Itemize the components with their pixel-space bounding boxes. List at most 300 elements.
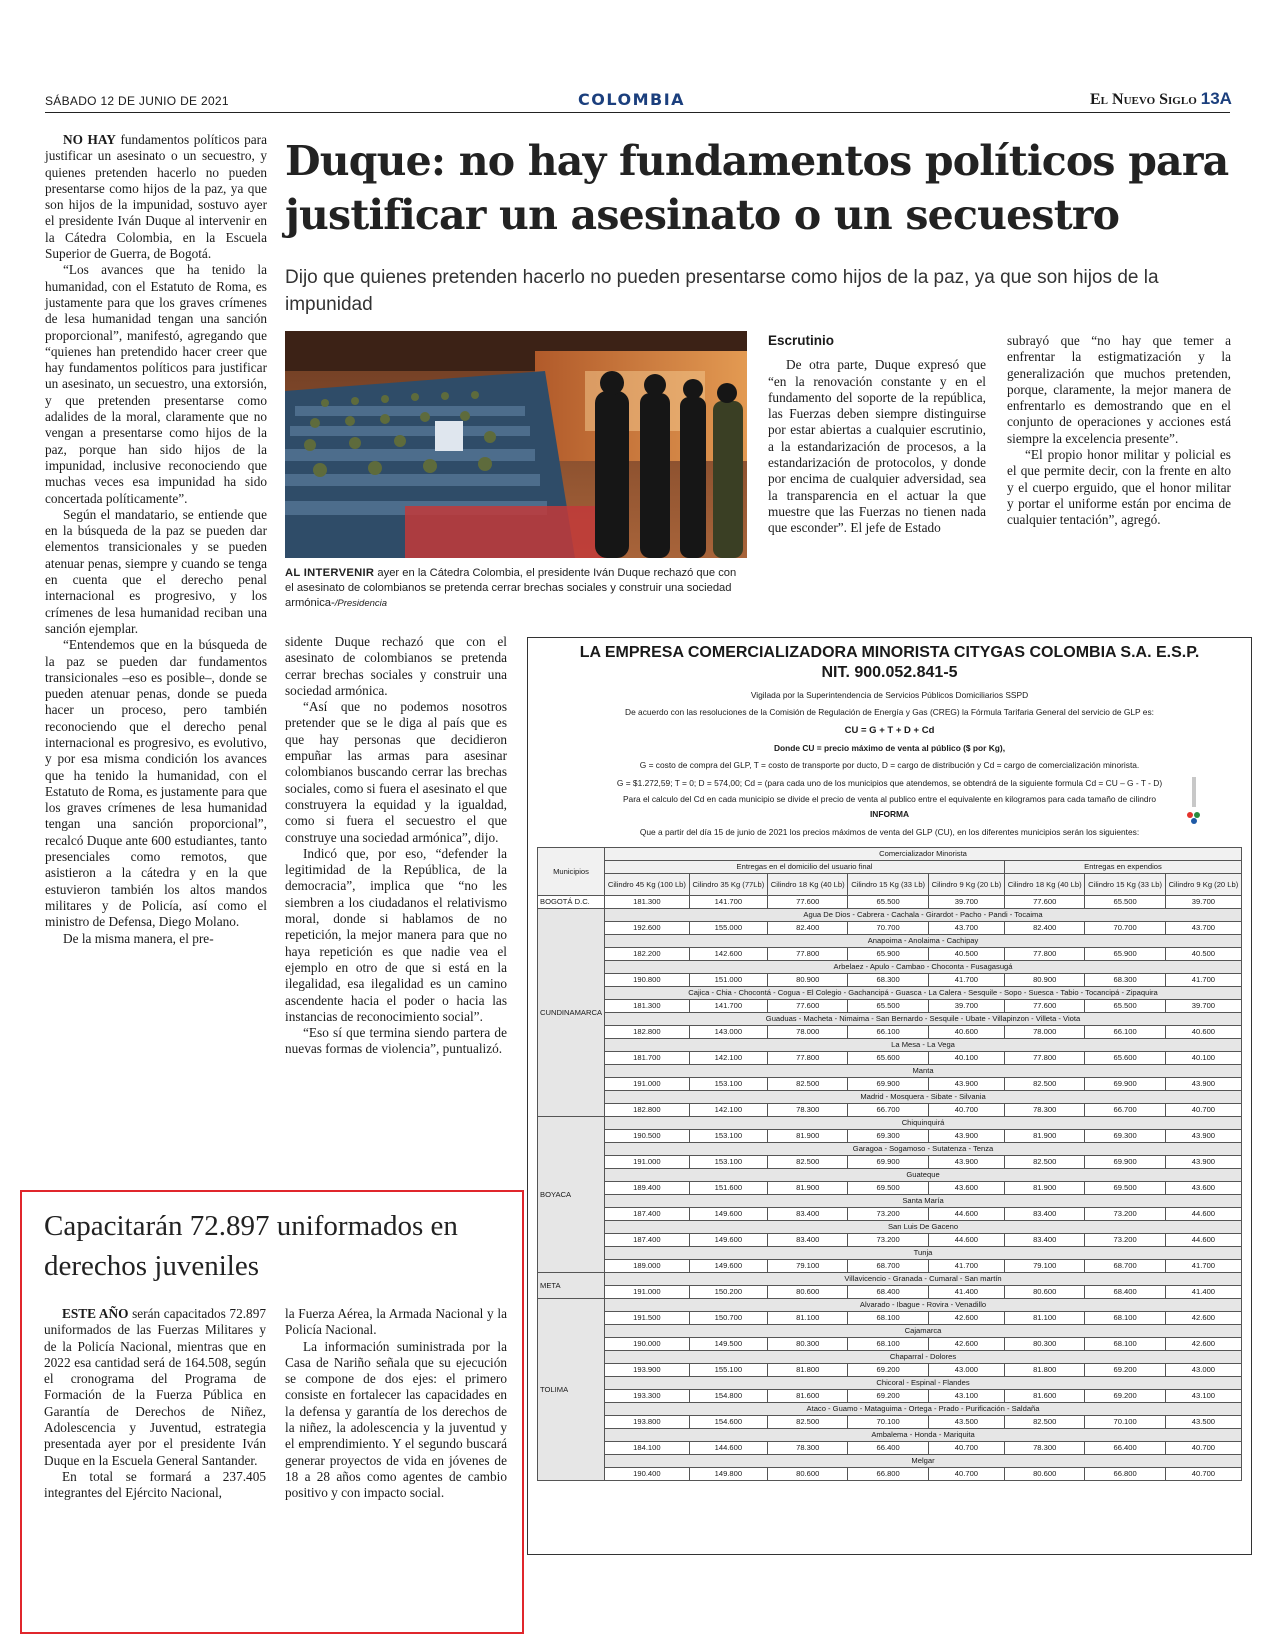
- price-cell: 77.800: [1004, 1052, 1084, 1065]
- masthead: [1090, 89, 1232, 109]
- notice-title: [527, 643, 1252, 683]
- price-cell: 43.900: [1165, 1156, 1241, 1169]
- price-cell: 43.100: [1165, 1390, 1241, 1403]
- notice-line: Que a partir del día 15 de junio de 2021 los precios máximos de venta del GLP (CU), en los diferentes municipios serán los siguientes:: [639, 827, 1140, 837]
- municipality-row: [538, 1377, 1242, 1390]
- price-cell: 65.500: [848, 1000, 928, 1013]
- department-cell: TOLIMA: [538, 1299, 605, 1481]
- price-row: [538, 1000, 1242, 1013]
- caption-text: ayer en la Cátedra Colombia, el presidente Iván Duque rechazó que con el asesinato de colombianos se pretenda cerrar brechas sociales y construir una sociedad armónica-: [285, 567, 737, 610]
- price-cell: 77.600: [768, 1000, 848, 1013]
- municipality-names: Agua De Dios - Cabrera - Cachala - Girardot - Pacho - Pandi - Tocaima: [605, 909, 1242, 922]
- price-cell: 44.600: [928, 1208, 1004, 1221]
- price-cell: 68.100: [1085, 1312, 1165, 1325]
- price-cell: 81.900: [768, 1130, 848, 1143]
- price-cell: 73.200: [848, 1208, 928, 1221]
- price-cell: 69.900: [848, 1156, 928, 1169]
- price-cell: 66.700: [1085, 1104, 1165, 1117]
- price-cell: 44.600: [1165, 1234, 1241, 1247]
- price-cell: 155.000: [689, 922, 767, 935]
- price-cell: 66.400: [848, 1442, 928, 1455]
- municipality-names: Villavicencio - Granada - Cumaral - San martín: [605, 1273, 1242, 1286]
- price-cell: 65.500: [848, 896, 928, 909]
- price-cell: 143.000: [689, 1026, 767, 1039]
- column-header: Cilindro 15 Kg (33 Lb): [1085, 874, 1165, 896]
- price-cell: 81.600: [768, 1390, 848, 1403]
- price-cell: 69.500: [848, 1182, 928, 1195]
- price-cell: 77.600: [768, 896, 848, 909]
- municipality-names: Manta: [605, 1065, 1242, 1078]
- price-cell: 78.300: [768, 1104, 848, 1117]
- price-cell: 43.900: [928, 1156, 1004, 1169]
- price-cell: 193.300: [605, 1390, 690, 1403]
- price-cell: 69.300: [1085, 1130, 1165, 1143]
- department-cell: BOGOTÁ D.C.: [538, 896, 605, 909]
- municipality-row: [538, 1299, 1242, 1312]
- price-cell: 82.400: [1004, 922, 1084, 935]
- sidebar-headline: Capacitarán 72.897 uniformados en derechos juveniles: [44, 1210, 458, 1282]
- price-cell: 43.900: [1165, 1130, 1241, 1143]
- column-header: Cilindro 45 Kg (100 Lb): [605, 874, 690, 896]
- price-cell: 189.400: [605, 1182, 690, 1195]
- price-cell: 70.100: [848, 1416, 928, 1429]
- municipality-row: [538, 1429, 1242, 1442]
- price-cell: 43.900: [928, 1078, 1004, 1091]
- price-cell: 81.900: [768, 1182, 848, 1195]
- municipality-names: San Luis De Gaceno: [605, 1221, 1242, 1234]
- price-row: [538, 1416, 1242, 1429]
- paragraph: “El propio honor militar y policial es el que permite decir, con la frente en alto y el cuerpo erguido, que el honor militar y portar el uniforme están por encima de cualquier tentación”, agregó.: [1007, 447, 1231, 528]
- notice-line: Vigilada por la Superintendencia de Servicios Públicos Domiciliarios SSPD: [750, 690, 1029, 700]
- price-cell: 66.800: [1085, 1468, 1165, 1481]
- paragraph: la Fuerza Aérea, la Armada Nacional y la Policía Nacional.: [285, 1306, 507, 1338]
- price-cell: 83.400: [768, 1234, 848, 1247]
- column-header: Cilindro 18 Kg (40 Lb): [768, 874, 848, 896]
- price-cell: 39.700: [1165, 1000, 1241, 1013]
- price-cell: 73.200: [1085, 1208, 1165, 1221]
- price-table: [537, 847, 1242, 1481]
- price-cell: 69.200: [848, 1364, 928, 1377]
- price-cell: 42.600: [928, 1338, 1004, 1351]
- price-row: [538, 1364, 1242, 1377]
- price-cell: 150.700: [689, 1312, 767, 1325]
- price-cell: 181.700: [605, 1052, 690, 1065]
- price-cell: 80.600: [1004, 1286, 1084, 1299]
- price-row: [538, 1286, 1242, 1299]
- municipality-names: Tunja: [605, 1247, 1242, 1260]
- price-cell: 68.400: [848, 1286, 928, 1299]
- price-cell: 39.700: [928, 1000, 1004, 1013]
- price-cell: 80.600: [768, 1286, 848, 1299]
- price-cell: 154.800: [689, 1390, 767, 1403]
- municipality-row: [538, 1195, 1242, 1208]
- header-comercializador: Comercializador Minorista: [605, 848, 1242, 861]
- municipality-names: Ambalema - Honda - Mariquita: [605, 1429, 1242, 1442]
- sidebar-column-2: [285, 1306, 507, 1502]
- municipality-row: [538, 987, 1242, 1000]
- municipality-names: Guaduas - Macheta - Nimaima - San Bernardo - Sesquile - Ubate - Villapinzon - Villeta - Viota: [605, 1013, 1242, 1026]
- price-cell: 190.000: [605, 1338, 690, 1351]
- price-cell: 43.000: [1165, 1364, 1241, 1377]
- paragraph: subrayó que “no hay que temer a enfrentar la estigmatización y la generalización que muchos pretenden, porque, claramente, la mejor manera de enfrentarlo es demostrando que en el conjunto de operaciones y acciones está siempre la excelencia presente”.: [1007, 333, 1231, 446]
- price-row: [538, 1468, 1242, 1481]
- notice-line: G = $1.272,59; T = 0; D = 574,00; Cd = (para cada uno de los municipios que atendemos, se obtendrá de la siguiente formula Cd = CU – G - T - D): [616, 778, 1163, 788]
- price-cell: 81.600: [1004, 1390, 1084, 1403]
- price-cell: 43.600: [1165, 1182, 1241, 1195]
- price-cell: 66.700: [848, 1104, 928, 1117]
- price-cell: 77.600: [1004, 896, 1084, 909]
- price-cell: 82.500: [768, 1156, 848, 1169]
- price-cell: 40.700: [1165, 1104, 1241, 1117]
- municipality-names: Garagoa - Sogamoso - Sutatenza - Tenza: [605, 1143, 1242, 1156]
- paragraph: “Eso sí que termina siendo partera de nuevas formas de violencia”, puntualizó.: [285, 1025, 507, 1057]
- price-cell: 68.100: [848, 1312, 928, 1325]
- price-cell: 43.500: [928, 1416, 1004, 1429]
- municipality-names: Cajica - Chia - Chocontá - Cogua - El Colegio - Gachancipá - Guasca - La Calera - Sesquile - Sopo - Suesca - Tabio - Tocancipá - Zipaquira: [605, 987, 1242, 1000]
- price-row: [538, 1156, 1242, 1169]
- company-name: LA EMPRESA COMERCIALIZADORA MINORISTA CITYGAS COLOMBIA S.A. E.S.P.: [579, 644, 1200, 661]
- price-row: [538, 922, 1242, 935]
- price-cell: 191.000: [605, 1078, 690, 1091]
- price-cell: 65.900: [1085, 948, 1165, 961]
- price-cell: 154.600: [689, 1416, 767, 1429]
- notice-line: G = costo de compra del GLP, T = costo de transporte por ducto, D = cargo de distribución y Cd = cargo de comercialización minorista.: [639, 760, 1140, 770]
- price-row: [538, 974, 1242, 987]
- municipality-row: [538, 909, 1242, 922]
- price-cell: 80.900: [768, 974, 848, 987]
- price-cell: 78.000: [1004, 1026, 1084, 1039]
- price-cell: 190.800: [605, 974, 690, 987]
- price-cell: 44.600: [1165, 1208, 1241, 1221]
- price-cell: 78.300: [1004, 1442, 1084, 1455]
- price-cell: 70.700: [1085, 922, 1165, 935]
- photo-caption: [285, 566, 747, 612]
- price-cell: 69.900: [1085, 1156, 1165, 1169]
- lead-word: ESTE AÑO: [62, 1306, 129, 1321]
- price-cell: 153.100: [689, 1078, 767, 1091]
- article-column-1: [45, 132, 267, 947]
- department-cell: CUNDINAMARCA: [538, 909, 605, 1117]
- price-cell: 187.400: [605, 1208, 690, 1221]
- header-rule: [45, 112, 1230, 113]
- price-row: [538, 1078, 1242, 1091]
- price-cell: 43.900: [1165, 1078, 1241, 1091]
- price-cell: 69.900: [848, 1078, 928, 1091]
- price-cell: 149.500: [689, 1338, 767, 1351]
- price-cell: 142.600: [689, 948, 767, 961]
- page-number: 13A: [1200, 89, 1232, 108]
- price-cell: 43.700: [1165, 922, 1241, 935]
- price-cell: 40.100: [1165, 1052, 1241, 1065]
- price-cell: 68.300: [848, 974, 928, 987]
- article-headline: Duque: no hay fundamentos políticos para justificar un asesinato o un secuestro: [285, 137, 1229, 239]
- municipality-names: Anapoima - Anolaima - Cachipay: [605, 935, 1242, 948]
- price-cell: 83.400: [1004, 1234, 1084, 1247]
- price-cell: 190.500: [605, 1130, 690, 1143]
- price-cell: 82.500: [1004, 1156, 1084, 1169]
- price-cell: 79.100: [768, 1260, 848, 1273]
- municipality-names: Melgar: [605, 1455, 1242, 1468]
- header-municipios: Municipios: [538, 848, 605, 896]
- price-cell: 150.200: [689, 1286, 767, 1299]
- article-column-2: [285, 634, 507, 1058]
- paragraph-text: fundamentos políticos para justificar un asesinato o un secuestro, y quienes pretenden hacerlo no pueden presentarse como hijos de la paz, ya que son hijos de la impunidad, sostuvo ayer el presidente Iván Duque al intervenir en la Cátedra Colombia, en la Escuela Superior de Guerra, de Bogotá.: [45, 132, 267, 262]
- price-cell: 142.100: [689, 1052, 767, 1065]
- price-cell: 81.900: [1004, 1182, 1084, 1195]
- price-cell: 193.900: [605, 1364, 690, 1377]
- column-header: Cilindro 15 Kg (33 Lb): [848, 874, 928, 896]
- municipality-row: [538, 1273, 1242, 1286]
- municipality-names: Madrid - Mosquera - Sibate - Silvania: [605, 1091, 1242, 1104]
- price-cell: 66.100: [1085, 1026, 1165, 1039]
- price-row: [538, 1390, 1242, 1403]
- price-cell: 68.100: [848, 1338, 928, 1351]
- municipality-names: Guateque: [605, 1169, 1242, 1182]
- price-cell: 190.400: [605, 1468, 690, 1481]
- price-cell: 81.800: [768, 1364, 848, 1377]
- price-cell: 69.300: [848, 1130, 928, 1143]
- paragraph: “Entendemos que en la búsqueda de la paz se pueden dar fundamentos transicionales –eso es posible–, donde se pueden atenuar penas, donde se pueda hacer un proceso, pero también reconociendo que el derecho penal internacional es progresivo, es evolutivo, y por esa misma condición los avances que ha tenido la humanidad, con el Estatuto de Roma, es justamente para que los graves crímenes de lesa humanidad tengan una sanción proporcional”, recalcó Duque ante 600 estudiantes, tanto presenciales como remotos, que asistieron a la cátedra y en la que estuvieron también los altos mandos militares y de Policía, así como el ministro de Defensa, Diego Molano.: [45, 637, 267, 930]
- price-cell: 81.800: [1004, 1364, 1084, 1377]
- paragraph-text: serán capacitados 72.897 uniformados de las Fuerzas Militares y de la Policía Nacional, mientras que en 2022 esa cantidad será de 164.508, según el cronograma del Programa de Formación de la Fuerza Pública en Garantía de Derechos de Niñez, Adolescencia y Juventud, estrategia presentada ayer por el presidente Iván Duque en la Escuela General Santander.: [44, 1306, 266, 1468]
- auditorium-photo: [285, 331, 747, 558]
- price-cell: 187.400: [605, 1234, 690, 1247]
- price-cell: 81.100: [1004, 1312, 1084, 1325]
- price-cell: 69.200: [1085, 1390, 1165, 1403]
- price-cell: 182.200: [605, 948, 690, 961]
- price-cell: 40.600: [1165, 1026, 1241, 1039]
- municipality-row: [538, 1455, 1242, 1468]
- article-column-4: [1007, 333, 1231, 529]
- price-cell: 81.900: [1004, 1130, 1084, 1143]
- price-cell: 151.000: [689, 974, 767, 987]
- caption-lead: AL INTERVENIR: [285, 567, 375, 579]
- municipality-names: La Mesa - La Vega: [605, 1039, 1242, 1052]
- notice-informa: INFORMA: [869, 809, 910, 819]
- tariff-formula: CU = G + T + D + Cd: [844, 725, 935, 736]
- municipality-names: Cajamarca: [605, 1325, 1242, 1338]
- price-cell: 153.100: [689, 1156, 767, 1169]
- price-cell: 44.600: [928, 1234, 1004, 1247]
- price-cell: 181.300: [605, 896, 690, 909]
- price-cell: 65.500: [1085, 896, 1165, 909]
- price-cell: 193.800: [605, 1416, 690, 1429]
- price-cell: 69.200: [848, 1390, 928, 1403]
- price-cell: 77.800: [1004, 948, 1084, 961]
- price-cell: 80.600: [1004, 1468, 1084, 1481]
- price-cell: 43.900: [928, 1130, 1004, 1143]
- price-row: [538, 1312, 1242, 1325]
- price-cell: 40.100: [928, 1052, 1004, 1065]
- municipality-row: [538, 1247, 1242, 1260]
- lead-word: NO HAY: [63, 132, 116, 147]
- price-cell: 184.100: [605, 1442, 690, 1455]
- price-cell: 65.600: [848, 1052, 928, 1065]
- price-cell: 68.400: [1085, 1286, 1165, 1299]
- price-cell: 192.600: [605, 922, 690, 935]
- price-row: [538, 948, 1242, 961]
- price-row: [538, 1104, 1242, 1117]
- section-name: COLOMBIA: [578, 90, 686, 109]
- municipality-row: [538, 1169, 1242, 1182]
- municipality-row: [538, 935, 1242, 948]
- price-cell: 149.600: [689, 1260, 767, 1273]
- municipality-names: Chicoral - Espinal - Flandes: [605, 1377, 1242, 1390]
- municipality-row: [538, 1091, 1242, 1104]
- price-cell: 42.600: [1165, 1338, 1241, 1351]
- price-cell: 181.300: [605, 1000, 690, 1013]
- price-cell: 40.500: [928, 948, 1004, 961]
- price-cell: 68.700: [848, 1260, 928, 1273]
- price-cell: 191.000: [605, 1286, 690, 1299]
- price-row: [538, 1260, 1242, 1273]
- price-cell: 83.400: [1004, 1208, 1084, 1221]
- price-cell: 41.700: [928, 974, 1004, 987]
- price-cell: 42.600: [928, 1312, 1004, 1325]
- municipality-names: Alvarado - Ibague - Rovira - Venadillo: [605, 1299, 1242, 1312]
- article-photo: [285, 331, 747, 558]
- company-nit: NIT. 900.052.841-5: [821, 664, 958, 681]
- price-cell: 68.700: [1085, 1260, 1165, 1273]
- header-domicilio: Entregas en el domicilio del usuario final: [605, 861, 1005, 874]
- notice-line: Donde CU = precio máximo de venta al público ($ por Kg),: [773, 743, 1006, 753]
- price-cell: 149.600: [689, 1234, 767, 1247]
- price-cell: 79.100: [1004, 1260, 1084, 1273]
- municipality-row: [538, 1143, 1242, 1156]
- price-cell: 73.200: [848, 1234, 928, 1247]
- paragraph: La información suministrada por la Casa de Nariño señala que su ejecución se compone de dos ejes: el primero consiste en fortalecer las capacidades en la defensa y garantía de los derechos de la niñez, la adolescencia y la juventud y el emprendimiento. Y el segundo buscará generar proyectos de vida en jóvenes de 18 a 28 años como agentes de cambio positivo y con impacto social.: [285, 1338, 507, 1501]
- price-row: [538, 896, 1242, 909]
- municipality-row: [538, 961, 1242, 974]
- price-cell: 43.100: [928, 1390, 1004, 1403]
- price-row: [538, 1182, 1242, 1195]
- price-cell: 78.300: [1004, 1104, 1084, 1117]
- price-cell: 41.400: [1165, 1286, 1241, 1299]
- department-cell: BOYACA: [538, 1117, 605, 1273]
- price-cell: 83.400: [768, 1208, 848, 1221]
- price-cell: 39.700: [1165, 896, 1241, 909]
- price-row: [538, 1234, 1242, 1247]
- price-cell: 78.300: [768, 1442, 848, 1455]
- price-cell: 78.000: [768, 1026, 848, 1039]
- price-cell: 82.500: [1004, 1078, 1084, 1091]
- price-cell: 155.100: [689, 1364, 767, 1377]
- price-cell: 80.300: [768, 1338, 848, 1351]
- header-expendios: Entregas en expendios: [1004, 861, 1241, 874]
- price-cell: 65.600: [1085, 1052, 1165, 1065]
- price-cell: 41.700: [1165, 974, 1241, 987]
- department-cell: META: [538, 1273, 605, 1299]
- municipality-row: [538, 1325, 1242, 1338]
- price-cell: 141.700: [689, 1000, 767, 1013]
- price-cell: 149.800: [689, 1468, 767, 1481]
- price-cell: 191.000: [605, 1156, 690, 1169]
- price-cell: 144.600: [689, 1442, 767, 1455]
- municipality-row: [538, 1013, 1242, 1026]
- price-cell: 77.800: [768, 948, 848, 961]
- price-cell: 43.700: [928, 922, 1004, 935]
- article-deck: Dijo que quienes pretenden hacerlo no pueden presentarse como hijos de la paz, ya que son hijos de la impunidad: [285, 267, 1159, 315]
- price-cell: 40.700: [928, 1468, 1004, 1481]
- price-cell: 69.500: [1085, 1182, 1165, 1195]
- price-cell: 40.700: [1165, 1442, 1241, 1455]
- superservicios-seal-icon: [1185, 775, 1203, 825]
- price-cell: 70.700: [848, 922, 928, 935]
- price-cell: 41.700: [1165, 1260, 1241, 1273]
- price-row: [538, 1052, 1242, 1065]
- price-cell: 40.700: [1165, 1468, 1241, 1481]
- price-row: [538, 1338, 1242, 1351]
- price-cell: 40.700: [928, 1442, 1004, 1455]
- price-cell: 42.600: [1165, 1312, 1241, 1325]
- price-cell: 81.100: [768, 1312, 848, 1325]
- paragraph: “Así que no podemos nosotros pretender que se le diga al país que es que hay personas que decidieron empuñar las armas para asesinar colombianos buscando cerrar las brechas sociales, como si fuera el asesinato el que construyera la equidad y la igualdad, como si fuera el secuestro el que construye una sociedad armónica”, dijo.: [285, 699, 507, 845]
- price-cell: 82.500: [1004, 1416, 1084, 1429]
- subhead-escrutinio: Escrutinio: [768, 333, 835, 348]
- price-cell: 65.900: [848, 948, 928, 961]
- price-cell: 77.600: [1004, 1000, 1084, 1013]
- paragraph: En total se formará a 237.405 integrantes del Ejército Nacional,: [44, 1468, 266, 1501]
- price-cell: 66.400: [1085, 1442, 1165, 1455]
- price-cell: 68.100: [1085, 1338, 1165, 1351]
- newspaper-logo: El Nuevo Siglo: [1090, 91, 1197, 108]
- paragraph: Indicó que, por eso, “defender la legitimidad de la República, de la democracia”, implica que “no les siembren a los ciudadanos el relativismo moral, donde si hablamos de no repetición, la mejor manera para que no haya repetición es que nadie vea el ejemplo en otro de que si está en la ilegalidad, esa ilegalidad es un camino ascendente hacia el poder o hacia las instancias de reconocimiento social”.: [285, 845, 507, 1024]
- price-cell: 191.500: [605, 1312, 690, 1325]
- column-header: Cilindro 35 Kg (77Lb): [689, 874, 767, 896]
- price-row: [538, 1130, 1242, 1143]
- price-cell: 43.500: [1165, 1416, 1241, 1429]
- price-cell: 80.600: [768, 1468, 848, 1481]
- price-cell: 39.700: [928, 896, 1004, 909]
- notice-line: De acuerdo con las resoluciones de la Comisión de Regulación de Energía y Gas (CREG) la Fórmula Tarifaria General del servicio de GLP es:: [625, 707, 1154, 717]
- price-cell: 68.300: [1085, 974, 1165, 987]
- price-cell: 151.600: [689, 1182, 767, 1195]
- column-header: Cilindro 9 Kg (20 Lb): [928, 874, 1004, 896]
- price-row: [538, 1442, 1242, 1455]
- paragraph: [45, 132, 267, 262]
- paragraph: De la misma manera, el pre-: [63, 930, 214, 946]
- price-cell: 149.600: [689, 1208, 767, 1221]
- price-cell: 69.200: [1085, 1364, 1165, 1377]
- issue-date: SÁBADO 12 DE JUNIO DE 2021: [45, 94, 229, 108]
- municipality-row: [538, 1039, 1242, 1052]
- price-cell: 70.100: [1085, 1416, 1165, 1429]
- municipality-row: [538, 1117, 1242, 1130]
- price-cell: 41.700: [928, 1260, 1004, 1273]
- price-cell: 182.800: [605, 1026, 690, 1039]
- price-row: [538, 1208, 1242, 1221]
- paragraph: [44, 1306, 266, 1469]
- paragraph: “Los avances que ha tenido la humanidad, con el Estatuto de Roma, es justamente para que los graves crímenes de lesa humanidad tengan una sanción proporcional”, manifestó, agregando que “quienes han pretendido hacer creer que hay fundamentos políticos para justificar un asesinato, un secuestro, una extorsión, y que pretenden presentarse como adalides de la moral, claramente que no vengan a presentarse como hijos de la paz, porque han sido hijos de la impunidad, inclusive reconociendo que muchas veces esa impunidad ha sido concertada políticamente”.: [45, 262, 267, 506]
- municipality-names: Chiquinquirá: [605, 1117, 1242, 1130]
- photo-credit: /Presidencia: [334, 598, 388, 610]
- price-cell: 153.100: [689, 1130, 767, 1143]
- price-cell: 80.900: [1004, 974, 1084, 987]
- municipality-names: Chaparral - Dolores: [605, 1351, 1242, 1364]
- price-cell: 82.500: [768, 1078, 848, 1091]
- paragraph: sidente Duque rechazó que con el asesinato de colombianos se pretenda cerrar brechas sociales y construir una sociedad armónica.: [285, 634, 507, 698]
- municipality-row: [538, 1065, 1242, 1078]
- price-cell: 142.100: [689, 1104, 767, 1117]
- price-cell: 82.500: [768, 1416, 848, 1429]
- municipality-row: [538, 1221, 1242, 1234]
- price-cell: 189.000: [605, 1260, 690, 1273]
- notice-line: Para el calculo del Cd en cada municipio se divide el precio de venta al publico entre el equivalente en kilogramos para cada tamaño de cilindro: [622, 794, 1157, 804]
- price-cell: 141.700: [689, 896, 767, 909]
- column-header: Cilindro 18 Kg (40 Lb): [1004, 874, 1084, 896]
- price-cell: 66.100: [848, 1026, 928, 1039]
- price-cell: 65.500: [1085, 1000, 1165, 1013]
